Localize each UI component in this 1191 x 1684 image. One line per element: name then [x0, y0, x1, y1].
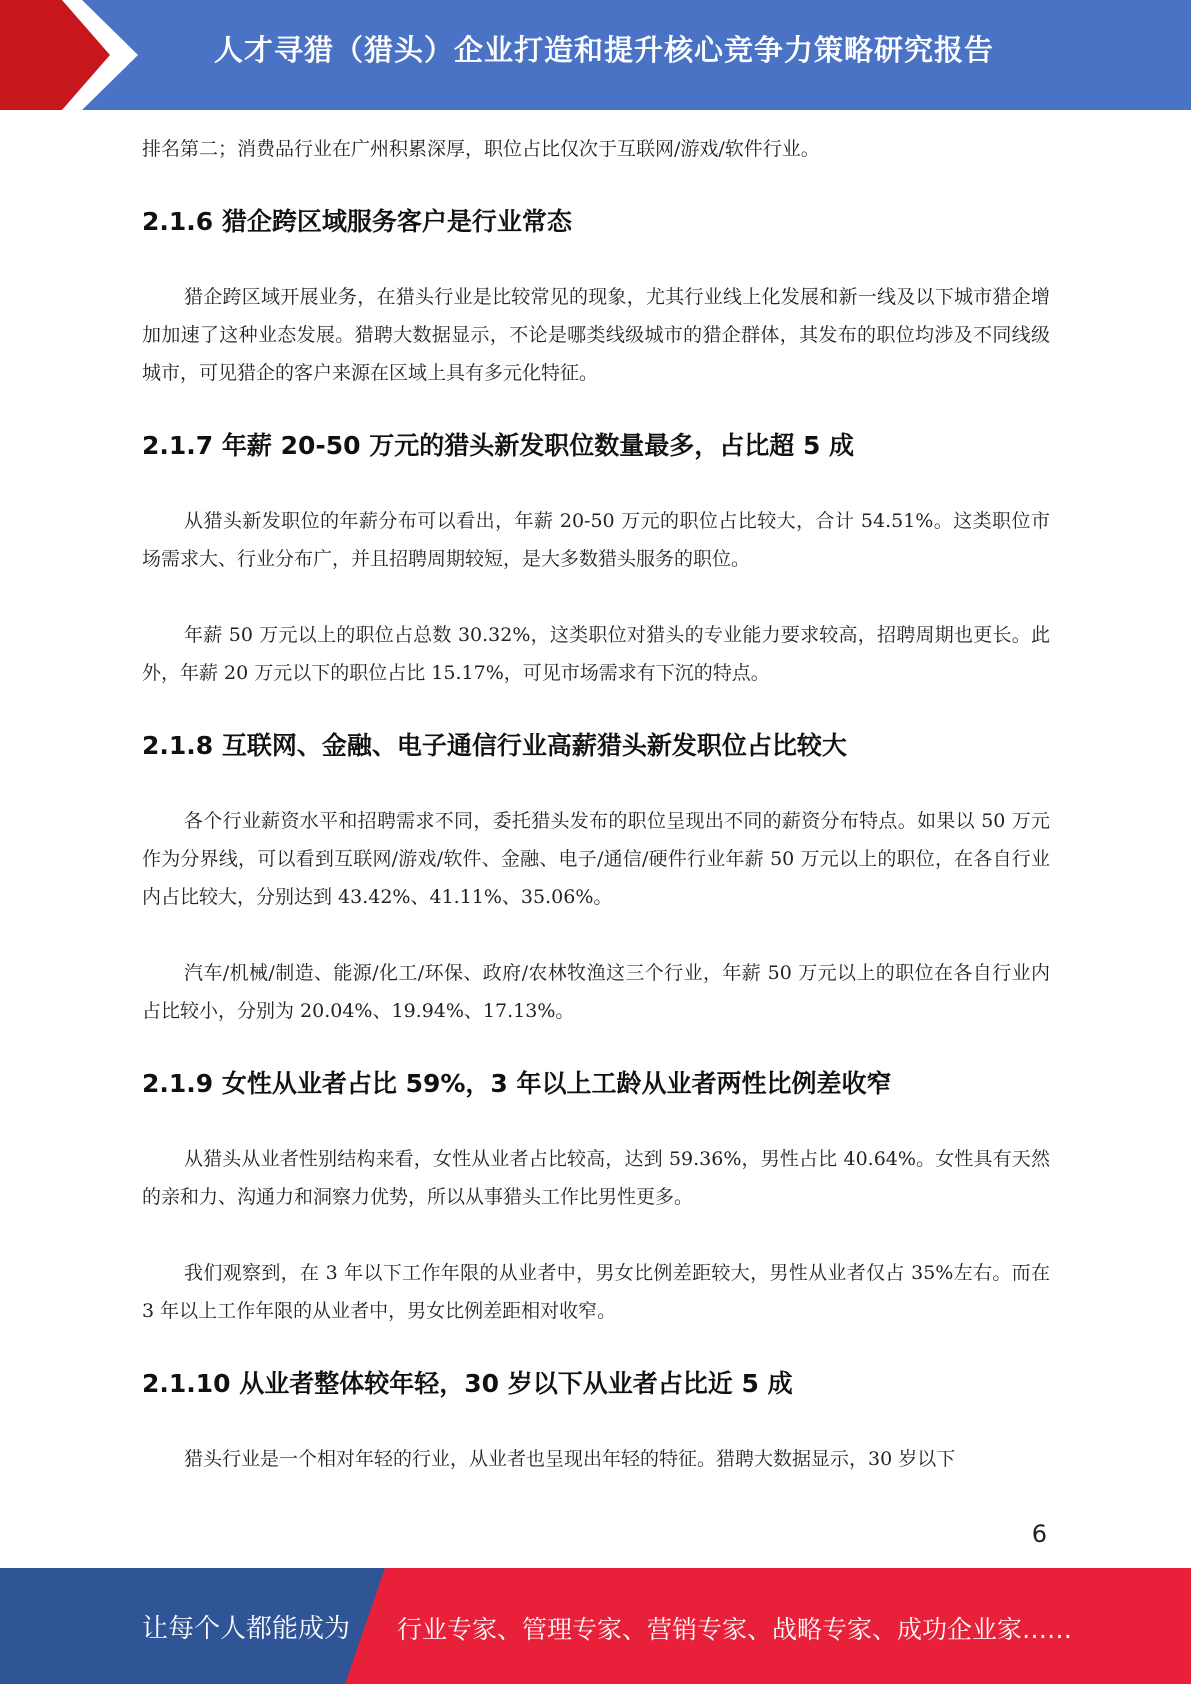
section-heading-2-1-6: 2.1.6 猎企跨区域服务客户是行业常态	[142, 207, 572, 236]
body-paragraph: 从猎头从业者性别结构来看，女性从业者占比较高，达到 59.36%，男性占比 40.64%。女性具有天然的亲和力、沟通力和洞察力优势，所以从事猎头工作比男性更多。	[142, 1148, 1050, 1208]
body-paragraph: 各个行业薪资水平和招聘需求不同，委托猎头发布的职位呈现出不同的薪资分布特点。如果以 50 万元作为分界线，可以看到互联网/游戏/软件、金融、电子/通信/硬件行业年薪 50 万元以上的职位，在各自行业内占比较大，分别达到 43.42%、41.11%、35.06%。	[142, 810, 1050, 908]
section-heading-2-1-10: 2.1.10 从业者整体较年轻，30 岁以下从业者占比近 5 成	[142, 1369, 793, 1398]
body-paragraph: 汽车/机械/制造、能源/化工/环保、政府/农林牧渔这三个行业，年薪 50 万元以上的职位在各自行业内占比较小，分别为 20.04%、19.94%、17.13%。	[142, 962, 1050, 1022]
page-number: 6	[1031, 1520, 1047, 1548]
document-body	[142, 130, 1050, 1478]
chevron-arrow-icon	[0, 0, 160, 110]
section-heading-2-1-9: 2.1.9 女性从业者占比 59%，3 年以上工龄从业者两性比例差收窄	[142, 1069, 892, 1098]
body-paragraph: 我们观察到，在 3 年以下工作年限的从业者中，男女比例差距较大，男性从业者仅占 35%左右。而在 3 年以上工作年限的从业者中，男女比例差距相对收窄。	[142, 1262, 1050, 1322]
body-paragraph: 从猎头新发职位的年薪分布可以看出，年薪 20-50 万元的职位占比较大，合计 54.51%。这类职位市场需求大、行业分布广，并且招聘周期较短，是大多数猎头服务的职位。	[142, 510, 1050, 570]
body-paragraph: 年薪 50 万元以上的职位占总数 30.32%，这类职位对猎头的专业能力要求较高，招聘周期也更长。此外，年薪 20 万元以下的职位占比 15.17%，可见市场需求有下沉的特点。	[142, 624, 1050, 684]
body-paragraph: 猎头行业是一个相对年轻的行业，从业者也呈现出年轻的特征。猎聘大数据显示，30 岁以下	[184, 1448, 956, 1470]
footer-slogan-right: 行业专家、管理专家、营销专家、战略专家、成功企业家……	[397, 1615, 1073, 1644]
section-heading-2-1-7: 2.1.7 年薪 20-50 万元的猎头新发职位数量最多，占比超 5 成	[142, 431, 855, 460]
footer-slogan-left: 让每个人都能成为	[142, 1614, 351, 1644]
section-heading-2-1-8: 2.1.8 互联网、金融、电子通信行业高薪猎头新发职位占比较大	[142, 731, 847, 760]
report-title: 人才寻猎（猎头）企业打造和提升核心竞争力策略研究报告	[214, 33, 995, 67]
page-header	[0, 0, 1191, 110]
body-paragraph: 猎企跨区域开展业务，在猎头行业是比较常见的现象，尤其行业线上化发展和新一线及以下城市猎企增加加速了这种业态发展。猎聘大数据显示，不论是哪类线级城市的猎企群体，其发布的职位均涉及不同线级城市，可见猎企的客户来源在区域上具有多元化特征。	[142, 286, 1050, 384]
intro-paragraph: 排名第二；消费品行业在广州积累深厚，职位占比仅次于互联网/游戏/软件行业。	[142, 138, 820, 160]
page-footer	[0, 1568, 1191, 1684]
